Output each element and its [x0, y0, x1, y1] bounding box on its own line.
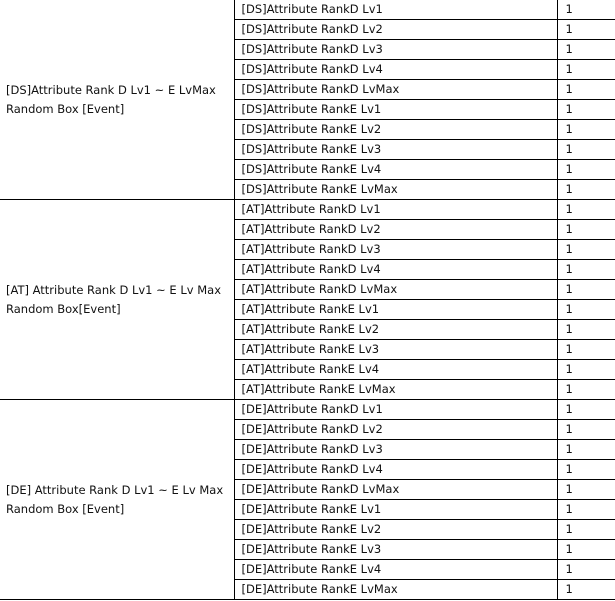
item-quantity-cell: 1 [557, 180, 615, 200]
item-quantity-cell: 1 [557, 240, 615, 260]
item-quantity-cell: 1 [557, 300, 615, 320]
item-quantity-cell: 1 [557, 560, 615, 580]
item-quantity-cell: 1 [557, 580, 615, 600]
item-name-cell: [DE]Attribute RankD Lv1 [234, 400, 557, 420]
box-name-line1: [AT] Attribute Rank D Lv1 ~ E Lv Max [6, 282, 222, 297]
item-quantity-cell: 1 [557, 60, 615, 80]
item-name-cell: [AT]Attribute RankE Lv2 [234, 320, 557, 340]
box-name-cell [0, 0, 234, 200]
item-quantity-cell: 1 [557, 0, 615, 20]
item-quantity-cell: 1 [557, 260, 615, 280]
item-name-cell: [DE]Attribute RankD Lv2 [234, 420, 557, 440]
item-quantity-cell: 1 [557, 140, 615, 160]
item-quantity-cell: 1 [557, 280, 615, 300]
item-name-cell: [DE]Attribute RankD Lv3 [234, 440, 557, 460]
item-quantity-cell: 1 [557, 460, 615, 480]
box-name-line2: Random Box [Event] [6, 501, 125, 516]
item-name-cell: [DS]Attribute RankD Lv3 [234, 40, 557, 60]
item-quantity-cell: 1 [557, 80, 615, 100]
item-quantity-cell: 1 [557, 400, 615, 420]
item-quantity-cell: 1 [557, 420, 615, 440]
item-name-cell: [DS]Attribute RankD Lv2 [234, 20, 557, 40]
item-quantity-cell: 1 [557, 500, 615, 520]
item-quantity-cell: 1 [557, 160, 615, 180]
table-row [0, 200, 615, 220]
item-quantity-cell: 1 [557, 440, 615, 460]
box-name-line1: [DE] Attribute Rank D Lv1 ~ E Lv Max [6, 482, 224, 497]
item-name-cell: [DE]Attribute RankE Lv4 [234, 560, 557, 580]
item-quantity-cell: 1 [557, 540, 615, 560]
box-name-line2: Random Box[Event] [6, 301, 121, 316]
box-name-cell [0, 400, 234, 600]
item-quantity-cell: 1 [557, 380, 615, 400]
item-quantity-cell: 1 [557, 520, 615, 540]
table-row [0, 0, 615, 20]
item-name-cell: [AT]Attribute RankD Lv2 [234, 220, 557, 240]
item-name-cell: [DS]Attribute RankE Lv1 [234, 100, 557, 120]
item-quantity-cell: 1 [557, 340, 615, 360]
item-name-cell: [DS]Attribute RankE LvMax [234, 180, 557, 200]
item-quantity-cell: 1 [557, 320, 615, 340]
item-quantity-cell: 1 [557, 480, 615, 500]
item-name-cell: [AT]Attribute RankE LvMax [234, 380, 557, 400]
item-name-cell: [DE]Attribute RankE Lv2 [234, 520, 557, 540]
item-quantity-cell: 1 [557, 220, 615, 240]
box-name-line1: [DS]Attribute Rank D Lv1 ~ E LvMax [6, 82, 216, 97]
item-name-cell: [AT]Attribute RankD Lv4 [234, 260, 557, 280]
item-quantity-cell: 1 [557, 40, 615, 60]
item-name-cell: [AT]Attribute RankE Lv3 [234, 340, 557, 360]
box-name-line2: Random Box [Event] [6, 101, 125, 116]
item-name-cell: [AT]Attribute RankE Lv4 [234, 360, 557, 380]
item-quantity-cell: 1 [557, 100, 615, 120]
item-quantity-cell: 1 [557, 360, 615, 380]
box-name-cell [0, 200, 234, 400]
item-name-cell: [DE]Attribute RankE Lv1 [234, 500, 557, 520]
item-name-cell: [AT]Attribute RankE Lv1 [234, 300, 557, 320]
item-name-cell: [DS]Attribute RankD Lv4 [234, 60, 557, 80]
item-quantity-cell: 1 [557, 120, 615, 140]
item-name-cell: [DS]Attribute RankE Lv3 [234, 140, 557, 160]
item-name-cell: [DS]Attribute RankE Lv2 [234, 120, 557, 140]
item-name-cell: [DS]Attribute RankE Lv4 [234, 160, 557, 180]
item-name-cell: [DS]Attribute RankD LvMax [234, 80, 557, 100]
item-name-cell: [DE]Attribute RankE Lv3 [234, 540, 557, 560]
item-name-cell: [AT]Attribute RankD Lv1 [234, 200, 557, 220]
item-quantity-cell: 1 [557, 200, 615, 220]
item-name-cell: [DE]Attribute RankD Lv4 [234, 460, 557, 480]
item-quantity-cell: 1 [557, 20, 615, 40]
item-name-cell: [AT]Attribute RankD Lv3 [234, 240, 557, 260]
item-name-cell: [AT]Attribute RankD LvMax [234, 280, 557, 300]
item-name-cell: [DE]Attribute RankD LvMax [234, 480, 557, 500]
item-name-cell: [DS]Attribute RankD Lv1 [234, 0, 557, 20]
table-row [0, 400, 615, 420]
item-name-cell: [DE]Attribute RankE LvMax [234, 580, 557, 600]
